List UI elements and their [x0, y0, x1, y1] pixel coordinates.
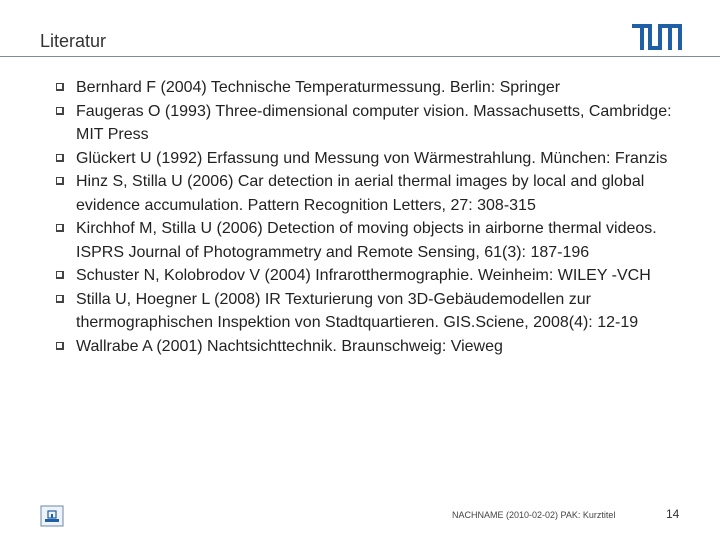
bullet-icon	[56, 83, 64, 91]
list-item: Faugeras O (1993) Three-dimensional computer vision. Massachusetts, Cambridge: MIT Press	[56, 100, 686, 147]
bullet-icon	[56, 107, 64, 115]
list-item: Kirchhof M, Stilla U (2006) Detection of moving objects in airborne thermal videos. ISPRS Journal of Photogrammetry and Remote Sensing, 61(3): 187-196	[56, 217, 686, 264]
title-divider	[0, 56, 720, 57]
bullet-icon	[56, 295, 64, 303]
list-item: Bernhard F (2004) Technische Temperaturmessung. Berlin: Springer	[56, 76, 686, 100]
list-item: Stilla U, Hoegner L (2008) IR Texturierung von 3D-Gebäudemodellen zur thermographischen Inspektion von Stadtquartieren. GIS.Sciene, 2008(4): 12-19	[56, 288, 686, 335]
tum-logo-icon	[632, 24, 682, 50]
list-item: Glückert U (1992) Erfassung und Messung von Wärmestrahlung. München: Franzis	[56, 147, 686, 171]
bullet-icon	[56, 154, 64, 162]
bullet-icon	[56, 342, 64, 350]
bullet-icon	[56, 177, 64, 185]
footer-text: NACHNAME (2010-02-02) PAK: Kurztitel	[452, 510, 616, 520]
bullet-icon	[56, 271, 64, 279]
list-item: Wallrabe A (2001) Nachtsichttechnik. Braunschweig: Vieweg	[56, 335, 686, 359]
page-title: Literatur	[40, 31, 107, 51]
home-icon[interactable]	[40, 505, 64, 527]
reference-list	[56, 76, 686, 358]
bullet-icon	[56, 224, 64, 232]
list-item: Hinz S, Stilla U (2006) Car detection in aerial thermal images by local and global evidence accumulation. Pattern Recognition Letters, 27: 308-315	[56, 170, 686, 217]
list-item: Schuster N, Kolobrodov V (2004) Infrarotthermographie. Weinheim: WILEY -VCH	[56, 264, 686, 288]
page-number: 14	[666, 507, 680, 521]
